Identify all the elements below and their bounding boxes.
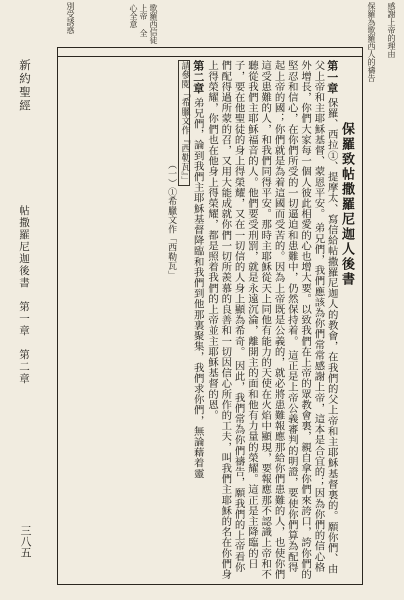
page-number: 三八五 (19, 525, 32, 558)
footnote: （一）①希臘文作「西勒瓦」 (166, 160, 177, 280)
margin-note-4: 別受誘惑 (66, 2, 75, 34)
sidebar-chapter-reference: 帖撒羅尼迦後書 第一章 第二章 (18, 205, 30, 385)
sidebar (9, 47, 57, 585)
chapter-1-heading: 第一章 (325, 60, 339, 94)
sidebar-book-title: 新約聖經 (18, 59, 32, 113)
chapter-1-paragraph-1: 保羅、西拉①、提摩太、寫信給帖撒羅尼迦人的教會，在我們的父上帝和主耶穌基督裏的。願你們、由父上帝和主耶穌基督、蒙恩平安。 (312, 60, 338, 575)
chapter-1-paragraph-3: 這正是上帝公義審判的明證，要使你們算為配得起上帝的國；你們就是為着這國而受苦的。因為上帝既是公義的，就必將患難報應那給你們患難的人，也使你們這受患難的人，和我們同得平安。那時主耶穌從天上同他有能力的天使在火焰中顯現，要報應那不認識上帝和不聽從我們主耶穌福音的人。他們要受刑罰，就是永遠沉淪，離開主的面和他有力量的榮耀。這正是主降臨的日子，要在他聖徒的身上得榮耀，又在一切信的人身上顯為希奇。 (232, 60, 298, 580)
book-title: 保羅致帖撒羅尼迦人後書 (339, 122, 354, 287)
chapter-2-heading: 第二章 (191, 60, 205, 94)
margin-note-1: 感謝上帝的理由 (387, 2, 396, 58)
body-text (63, 60, 353, 580)
frame-top-rule (58, 56, 362, 57)
margin-note-3: 歌羅西信徒 上帝 全心全意 (129, 4, 158, 44)
chapter-1-paragraph-4: 因此，我們常為你們禱告，願我們的上帝看你們配得過所蒙的召，又用大能成就你們一切所羨慕的良善和一切因信心所作的工夫，叫我們主耶穌的名在你們身上得榮耀，你們也在他身上得榮耀，都是照着我們的上帝並主耶穌基督的恩。 (206, 60, 245, 580)
margin-note-2: 保羅為歌羅西人的禱告 (367, 2, 376, 82)
footnote-box: 請參閱「希臘文作『西勒瓦』」 (179, 61, 190, 186)
chapter-1-paragraph-2: 弟兄們，我們應該為你們常常感謝上帝，這本是合宜的；因為你們的信心格外增長，你們大家每一個人彼此相愛的心也增大要。以致我們在上帝的眾教會裏，親自拿你們來誇口，誇你們的堅忍和信心，在你們所受的一切逼迫和患難中，仍然保持着。 (285, 60, 325, 580)
chapter-2-paragraph-1: 弟兄們，論到我們主耶穌基督降臨和我們到他那裏聚集，我們求你們，無論藉着靈 (191, 97, 204, 479)
